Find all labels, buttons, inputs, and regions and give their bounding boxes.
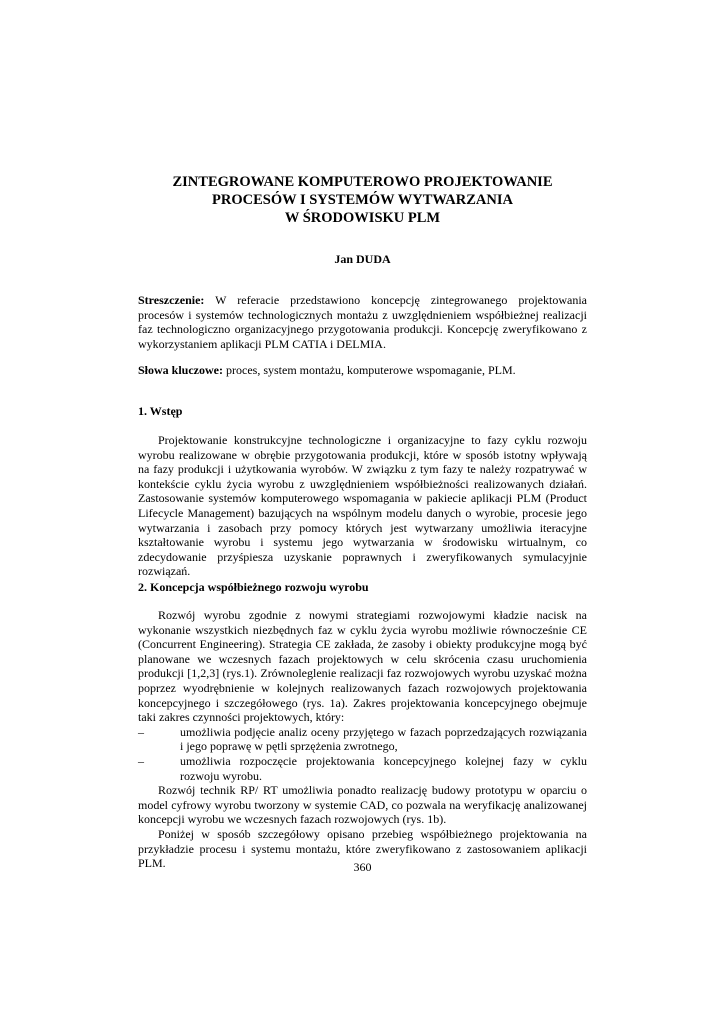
list-item: – umożliwia podjęcie analiz oceny przyjętego w fazach poprzedzających rozwiązania i jego poprawę w pętli sprzężenia zwrotnego, [138,724,587,754]
title-line-1: ZINTEGROWANE KOMPUTEROWO PROJEKTOWANIE [172,174,553,190]
section-1-heading: 1. Wstęp [138,404,183,418]
paper-title [138,173,587,227]
section-1-paragraph: Projektowanie konstrukcyjne technologiczne i organizacyjne to fazy cyklu rozwoju wyrobu realizowane w obrębie przygotowania produkcji, które w sposób istotny wpływają na fazy produkcji i użytkowania wyrobów. W związku z tym fazy te należy rozpatrywać w kontekście cyklu życia wyrobu z uwzględnieniem współbieżności realizowanych działań. Zastosowanie systemów komputerowego wspomagania w pakiecie aplikacji PLM (Product Lifecycle Management) bazujących na wspólnym modelu danych o wyrobie, procesie jego wytwarzania i zasobach przy pomocy których jest wytwarzany umożliwia iteracyjne kształtowanie wyrobu i systemu jego wytwarzania w środowisku wirtualnym, co zdecydowanie przyśpiesza uzyskanie poprawnych i zweryfikowanych symulacyjnie rozwiązań. [138,433,587,579]
abstract-label: Streszczenie: [138,293,205,307]
author-name: Jan DUDA [334,252,391,266]
section-2-paragraph-2: Rozwój technik RP/ RT umożliwia ponadto realizację budowy prototypu w oparciu o model cyfrowy wyrobu tworzony w systemie CAD, co pozwala na weryfikację analizowanej koncepcji wyrobu we wczesnych fazach rozwojowych (rys. 1b). [138,783,587,827]
bullet-list [138,725,587,783]
keywords-text: proces, system montażu, komputerowe wspomaganie, PLM. [223,363,516,377]
title-line-2: PROCESÓW I SYSTEMÓW WYTWARZANIA [212,192,513,208]
page-number: 360 [353,860,372,874]
title-line-3: W ŚRODOWISKU PLM [284,210,441,226]
dash-bullet-icon: – [138,724,144,739]
abstract-text: W referacie przedstawiono koncepcję zintegrowanego projektowania procesów i systemów technologicznych montażu z uwzględnieniem współbieżnej realizacji faz technologiczno organizacyjnego przygotowania produkcji. Koncepcję zweryfikowano z wykorzystaniem aplikacji PLM CATIA i DELMIA. [138,293,587,351]
keywords [138,363,587,378]
keywords-label: Słowa kluczowe: [138,363,223,377]
dash-bullet-icon: – [138,753,144,768]
abstract [138,293,587,351]
section-1-body [138,433,587,579]
section-2-paragraph-3: Poniżej w sposób szczegółowy opisano przebieg współbieżnego projektowania na przykładzie procesu i systemu montażu, które zweryfikowano z zastosowaniem aplikacji PLM. [138,826,587,871]
list-item: – umożliwia rozpoczęcie projektowania koncepcyjnego kolejnej fazy w cyklu rozwoju wyrobu. [138,753,587,783]
section-2-heading: 2. Koncepcja współbieżnego rozwoju wyrobu [138,580,369,594]
section-2-paragraph-1: Rozwój wyrobu zgodnie z nowymi strategiami rozwojowymi kładzie nacisk na wykonanie wszystkich niezbędnych faz w cyklu życia wyrobu możliwie równocześnie CE (Concurrent Engineering). Strategia CE zakłada, że zasoby i obiekty produkcyjne mogą być planowane we wczesnych fazach projektowych w celu skrócenia czasu uruchomienia produkcji [1,2,3] (rys.1). Zrównoleglenie realizacji faz rozwojowych wyrobu uzyskać można poprzez wyodrębnienie w kolejnych realizowanych fazach rozwojowych projektowania koncepcyjnego i szczegółowego (rys. 1a). Zakres projektowania koncepcyjnego obejmuje taki zakres czynności projektowych, który: [138,608,587,725]
section-2-body [138,608,587,871]
